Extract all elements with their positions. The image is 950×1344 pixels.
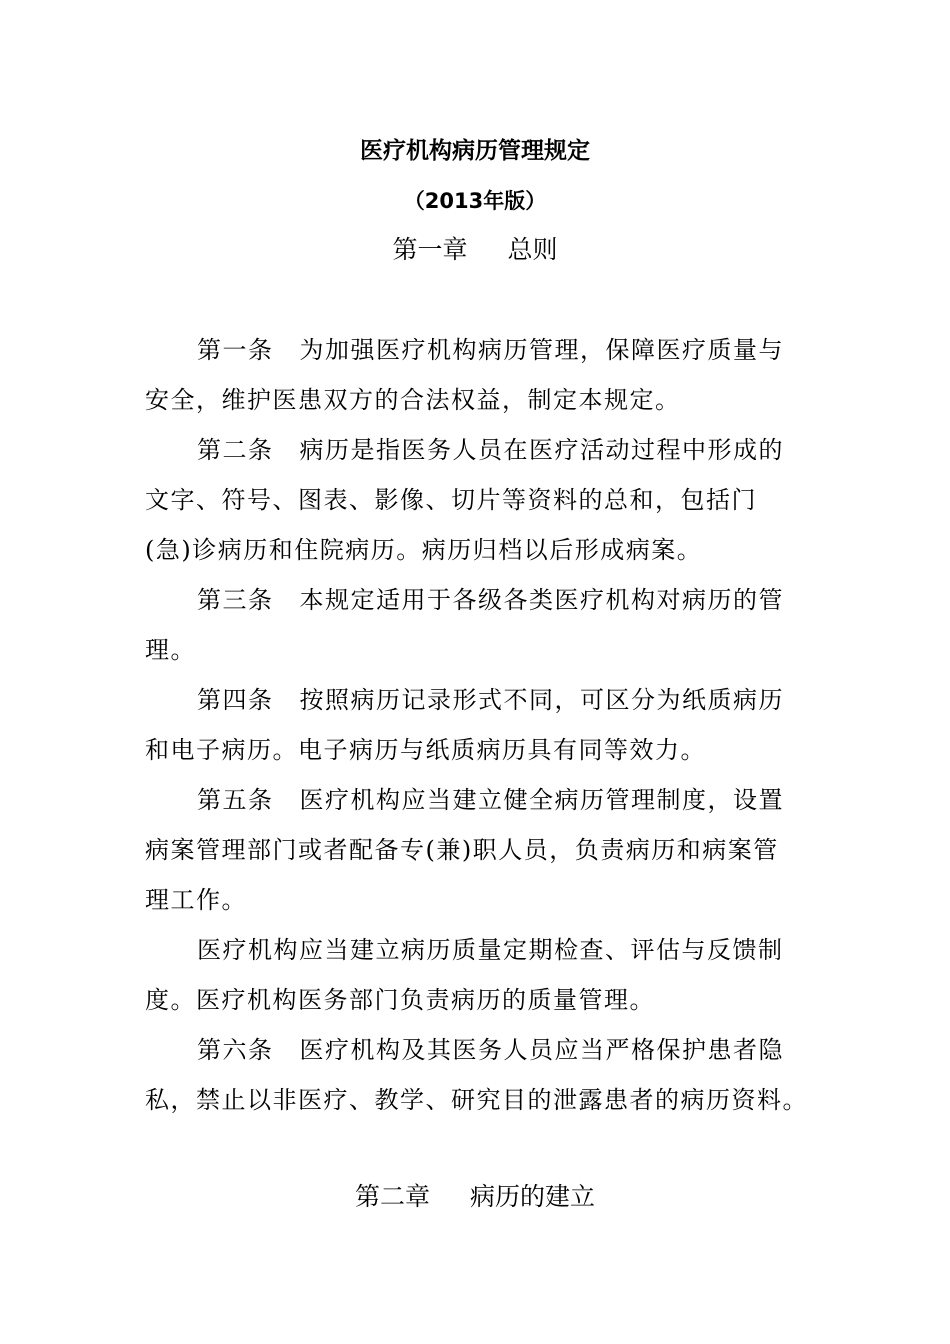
article-2-line-1 — [197, 433, 784, 467]
article-3-label: 第三条 — [197, 586, 274, 614]
article-5-label: 第五条 — [197, 786, 274, 814]
article-5-line-3: 理工作。 — [145, 886, 247, 914]
article-5-line-1 — [197, 783, 784, 817]
article-2-line-3: (急)诊病历和住院病历。病历归档以后形成病案。 — [145, 536, 703, 564]
document-edition: （2013年版） — [403, 189, 547, 213]
article-5-para-2-line-2: 度。医疗机构医务部门负责病历的质量管理。 — [145, 986, 655, 1014]
article-1-text-1: 为加强医疗机构病历管理，保障医疗质量与 — [299, 336, 784, 364]
article-4-text-1: 按照病历记录形式不同，可区分为纸质病历 — [299, 686, 784, 714]
article-4-label: 第四条 — [197, 686, 274, 714]
chapter-1-heading — [0, 233, 950, 267]
article-3-text-1: 本规定适用于各级各类医疗机构对病历的管 — [299, 586, 784, 614]
article-4-line-1 — [197, 683, 784, 717]
article-2-line-2: 文字、符号、图表、影像、切片等资料的总和，包括门 — [145, 486, 757, 514]
chapter-2-name: 病历的建立 — [470, 1182, 596, 1211]
chapter-2-number: 第二章 — [354, 1182, 430, 1211]
article-6-line-2: 私，禁止以非医疗、教学、研究目的泄露患者的病历资料。 — [145, 1086, 808, 1114]
article-3-line-2: 理。 — [145, 636, 196, 664]
chapter-2-heading — [0, 1180, 950, 1214]
article-1-label: 第一条 — [197, 336, 274, 364]
article-5-text-1: 医疗机构应当建立健全病历管理制度，设置 — [299, 786, 784, 814]
article-1-line-2: 安全，维护医患双方的合法权益，制定本规定。 — [145, 386, 681, 414]
article-6-label: 第六条 — [197, 1036, 274, 1064]
chapter-1-name: 总则 — [507, 235, 558, 264]
article-6-line-1 — [197, 1033, 784, 1067]
chapter-1-number: 第一章 — [392, 235, 468, 264]
article-2-label: 第二条 — [197, 436, 274, 464]
article-1-line-1 — [197, 333, 784, 367]
article-6-text-1: 医疗机构及其医务人员应当严格保护患者隐 — [299, 1036, 784, 1064]
article-2-text-1: 病历是指医务人员在医疗活动过程中形成的 — [299, 436, 784, 464]
article-4-line-2: 和电子病历。电子病历与纸质病历具有同等效力。 — [145, 736, 706, 764]
article-3-line-1 — [197, 583, 784, 617]
article-5-para-2-line-1: 医疗机构应当建立病历质量定期检查、评估与反馈制 — [197, 936, 784, 964]
article-5-line-2: 病案管理部门或者配备专(兼)职人员，负责病历和病案管 — [145, 836, 779, 864]
document-title: 医疗机构病历管理规定 — [360, 138, 590, 164]
